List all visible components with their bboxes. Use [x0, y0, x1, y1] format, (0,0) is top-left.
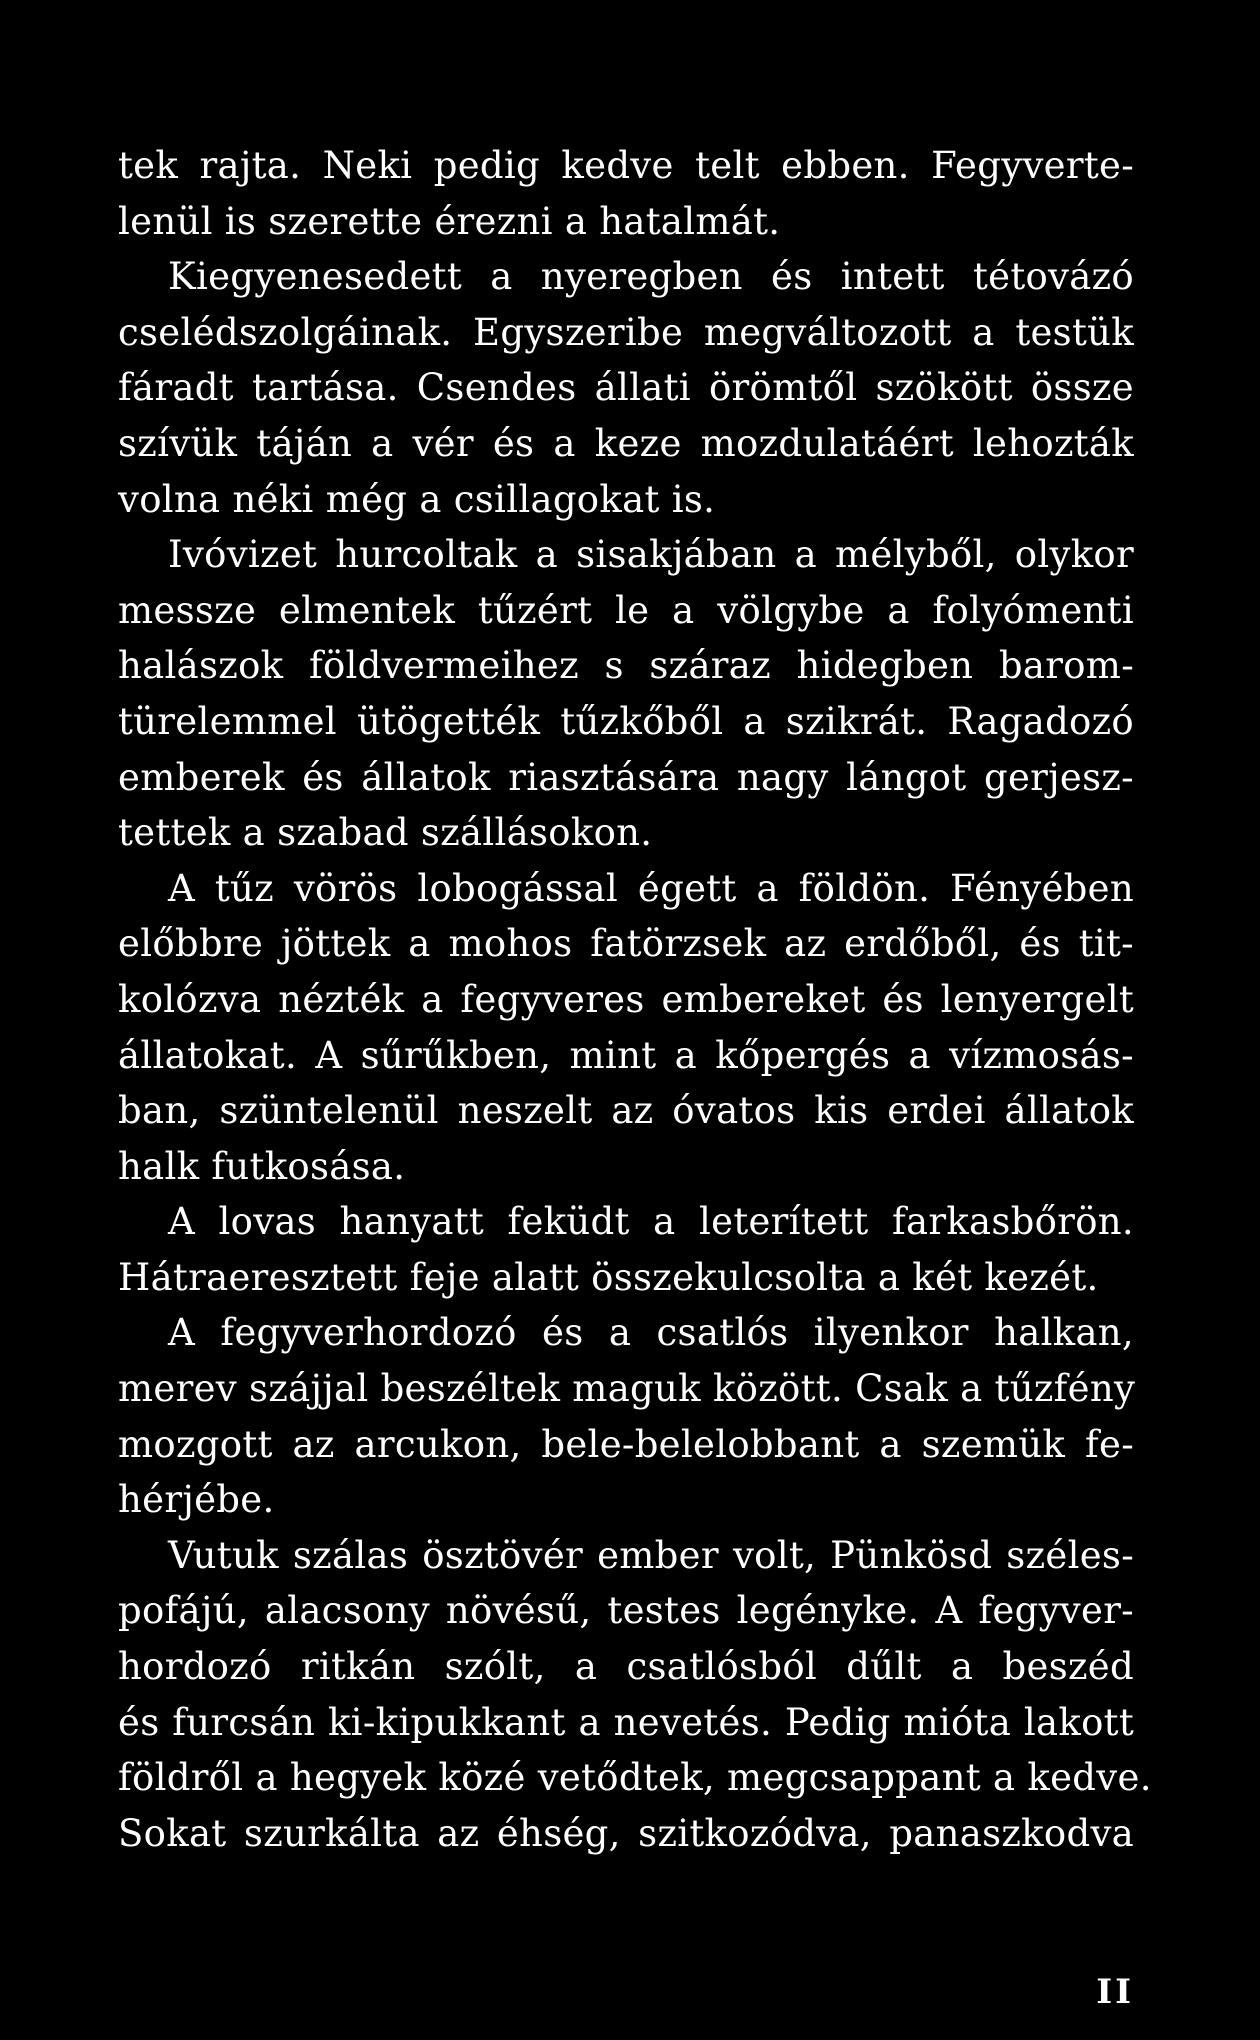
text-line: földről a hegyek közé vetődtek, megcsappant a kedve. — [118, 1756, 1152, 1800]
paragraph — [118, 1194, 1134, 1305]
text-line: messze elmentek tűzért le a völgybe a folyómenti — [118, 588, 1134, 632]
paragraph — [118, 138, 1134, 249]
text-line: Vutuk szálas ösztövér ember volt, Pünkösd széles- — [168, 1533, 1134, 1577]
text-line: és furcsán ki-kipukkant a nevetés. Pedig mióta lakott — [118, 1700, 1134, 1744]
text-line: ban, szüntelenül neszelt az óvatos kis erdei állatok — [118, 1089, 1134, 1133]
paragraph — [118, 249, 1134, 527]
text-line: hérjébe. — [118, 1478, 275, 1522]
paragraph — [118, 1528, 1152, 1862]
text-line: Ivóvizet hurcoltak a sisakjában a mélyből, olykor — [168, 533, 1134, 577]
text-line: A tűz vörös lobogással égett a földön. Fényében — [168, 866, 1134, 910]
text-line: Kiegyenesedett a nyeregben és intett tétovázó — [168, 255, 1134, 299]
text-line: fáradt tartása. Csendes állati örömtől szökött össze — [118, 366, 1134, 410]
text-line: halászok földvermeihez s száraz hidegben barom- — [118, 644, 1134, 688]
paragraph — [118, 1305, 1134, 1527]
text-line: állatokat. A sűrűkben, mint a kőpergés a vízmosás- — [118, 1033, 1134, 1077]
text-line: emberek és állatok riasztására nagy lángot gerjesz- — [118, 755, 1134, 799]
text-line: A fegyverhordozó és a csatlós ilyenkor halkan, — [168, 1311, 1134, 1355]
text-line: halk futkosása. — [118, 1144, 406, 1188]
text-line: volna néki még a csillagokat is. — [118, 477, 716, 521]
text-line: türelemmel ütögették tűzkőből a szikrát. Ragadozó — [118, 699, 1134, 743]
text-line: merev szájjal beszéltek maguk között. Csak a tűzfény — [118, 1367, 1136, 1411]
page-number: II — [1096, 1972, 1134, 2012]
paragraph — [118, 527, 1134, 861]
text-line: kolózva nézték a fegyveres embereket és lenyergelt — [118, 977, 1134, 1021]
text-line: mozgott az arcukon, bele-belelobbant a szemük fe- — [118, 1422, 1134, 1466]
text-line: lenül is szerette érezni a hatalmát. — [118, 199, 781, 243]
text-line: hordozó ritkán szólt, a csatlósból dűlt a beszéd — [118, 1645, 1134, 1689]
text-line: cselédszolgáinak. Egyszeribe megváltozott a testük — [118, 310, 1134, 354]
text-line: szívük táján a vér és a keze mozdulatáért lehozták — [118, 421, 1134, 465]
text-line: Sokat szurkálta az éhség, szitkozódva, panaszkodva — [118, 1811, 1134, 1855]
body-text — [118, 138, 1152, 1861]
text-line: A lovas hanyatt feküdt a leterített farkasbőrön. — [168, 1200, 1134, 1244]
text-line: tek rajta. Neki pedig kedve telt ebben. Fegyverte- — [118, 144, 1134, 187]
text-line: pofájú, alacsony növésű, testes legényke. A fegyver- — [118, 1589, 1134, 1633]
paragraph — [118, 861, 1134, 1195]
text-line: előbbre jöttek a mohos fatörzsek az erdőből, és tit- — [118, 922, 1134, 966]
text-line: Hátraeresztett feje alatt összekulcsolta a két kezét. — [118, 1255, 1099, 1299]
text-line: tettek a szabad szállásokon. — [118, 811, 653, 855]
